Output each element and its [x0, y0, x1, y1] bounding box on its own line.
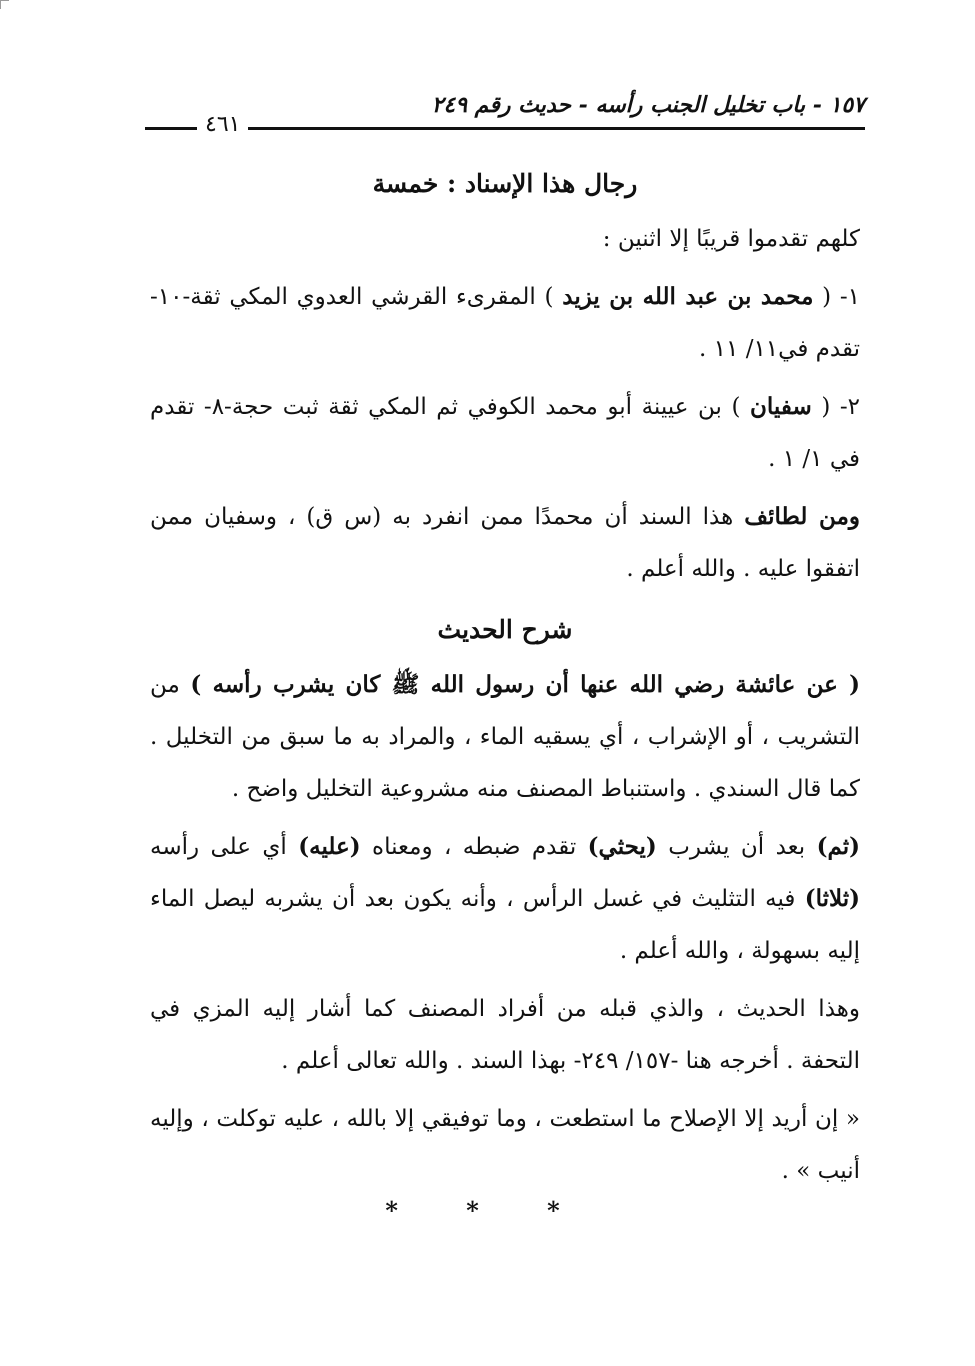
- then-text-1: بعد أن يشرب: [668, 834, 806, 860]
- subtleties-lead: ومن لطائف: [744, 503, 860, 530]
- explanation-heading: شرح الحديث: [437, 615, 573, 644]
- then-text-2: تقدم ضبطه ، ومعناه: [372, 834, 577, 860]
- narrators-intro: كلهم تقدموا قريبًا إلا اثنين :: [602, 226, 860, 252]
- narrator-2: [150, 381, 860, 485]
- narrators-heading: رجال هذا الإسناد : خمسة: [372, 169, 638, 198]
- then-text-4: فيه التثليث في غسل الرأس ، وأنه يكون بعد أن يشربه ليصل الماء إليه بسهولة ، والله أعلم .: [150, 886, 860, 964]
- narrator-1-prefix: ١- (: [822, 284, 860, 310]
- page-body: [150, 155, 860, 1203]
- term-alayhi: (عليه): [298, 833, 361, 860]
- subtleties-paragraph: [150, 491, 860, 595]
- closing-paragraph: « إن أريد إلا الإصلاح ما استطعت ، وما توفيقي إلا بالله ، عليه توكلت ، وإليه أنيب » .: [150, 1106, 860, 1184]
- page-header: [145, 92, 865, 142]
- narrator-1-name: محمد بن عبد الله بن يزيد: [562, 283, 814, 310]
- running-title: ١٥٧ - باب تخليل الجنب رأسه - حديث رقم ٢٤٩: [431, 92, 865, 118]
- hadith-paragraph: [150, 659, 860, 815]
- narrator-2-name: سفيان: [750, 393, 812, 420]
- tuhfa-paragraph: وهذا الحديث ، والذي قبله من أفراد المصنف كما أشار إليه المزي في التحفة . أخرجه هنا -١٥٧/ ٢٤٩- بهذا السند . والله تعالى أعلم .: [150, 996, 860, 1074]
- subtleties-text: هذا السند أن محمدًا ممن انفرد به (س ق) ، وسفيان ممن اتفقوا عليه . والله أعلم .: [150, 504, 860, 582]
- term-yahthi: (يحثي): [587, 833, 657, 860]
- narrator-2-prefix: ٢- (: [821, 394, 861, 420]
- header-rule: [145, 127, 865, 130]
- term-then: (ثم): [816, 833, 861, 860]
- term-thalathan: (ثلاثا): [804, 885, 861, 912]
- narrator-1-rest: ) المقرىء القرشي العدوي المكي ثقة-١٠- تقدم في١١/ ١١ .: [150, 284, 860, 362]
- scan-corner-mark: [0, 0, 9, 9]
- then-text-3: أي على رأسه: [150, 834, 287, 860]
- narrator-2-rest: ) بن عيينة أبو محمد الكوفي ثم المكي ثقة ثبت حجة-٨- تقدم في ١/ ١ .: [150, 394, 860, 472]
- narrator-1: [150, 271, 860, 375]
- hadith-quote: ( عن عائشة رضي الله عنها أن رسول الله ﷺ كان يشرب رأسه ): [190, 671, 861, 698]
- hadith-commentary: من التشريب ، أو الإشراب ، أي يسقيه الماء ، والمراد به ما سبق من التخليل . كما قال السندي . واستنباط المصنف منه مشروعية التخليل واضح .: [150, 672, 860, 802]
- then-paragraph: [150, 821, 860, 977]
- page-number: ٤٦١: [197, 112, 248, 137]
- section-ornament: * * *: [385, 1196, 590, 1225]
